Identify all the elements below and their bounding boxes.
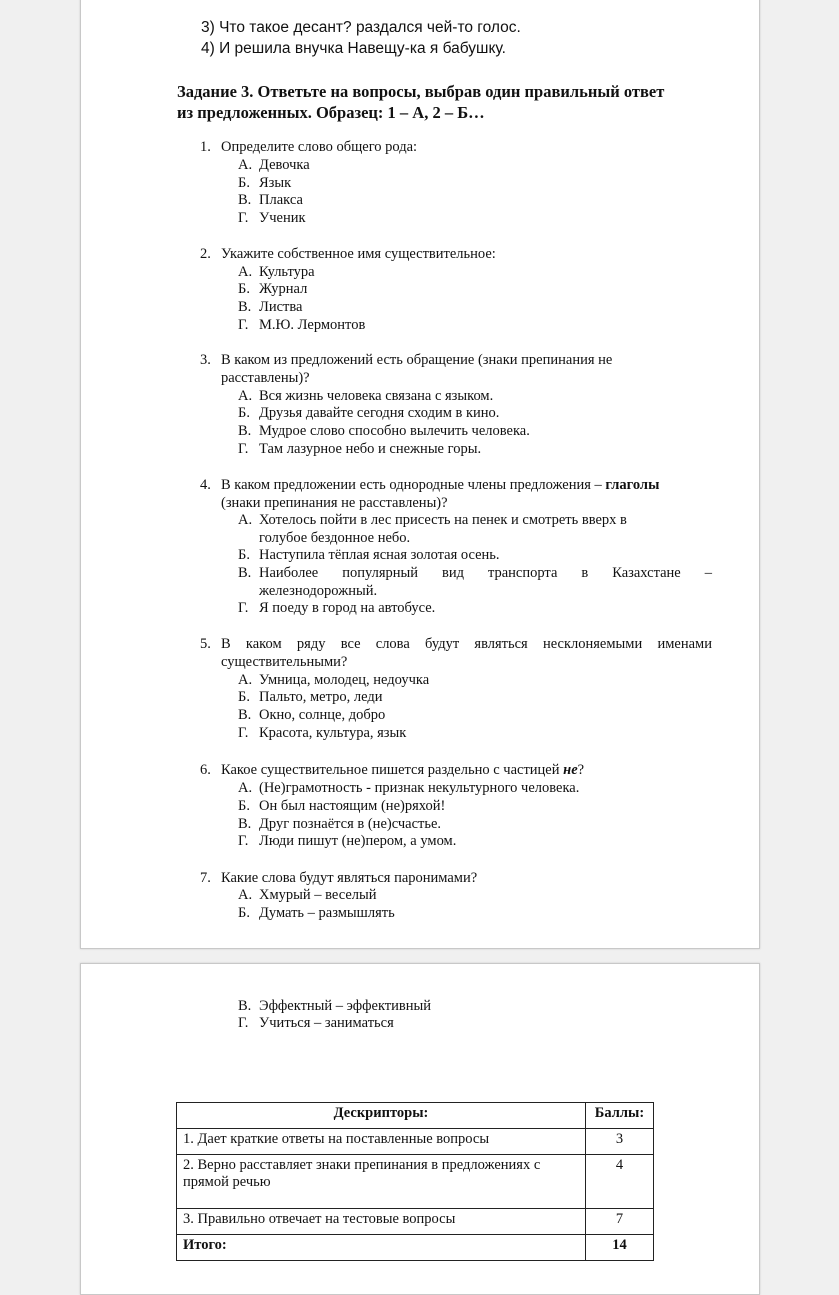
option-text: Умница, молодец, недоучка [259,672,430,688]
option-6d [238,833,698,851]
option-3a [238,388,678,406]
option-text: Эффектный – эффективный [259,998,432,1014]
option-text: Язык [259,175,292,191]
header-points: Баллы: [586,1103,654,1129]
word: все [340,636,361,652]
question-text: Укажите собственное имя существительное: [221,246,496,262]
option-letter: Б. [238,798,250,814]
option-text-line-1: Хотелось пойти в лес присесть на пенек и смотреть вверх в [259,512,627,528]
option-letter: Б. [238,689,250,705]
total-label: Итого: [177,1235,586,1261]
option-1b [238,175,658,193]
option-3c [238,423,678,441]
option-letter: Г. [238,833,249,849]
descriptor-line-2: прямой речью [183,1174,271,1190]
option-letter: А. [238,672,253,688]
word: слова [375,636,410,652]
option-text: (Не)грамотность - признак некультурного человека. [259,780,580,796]
option-letter: Б. [238,175,250,191]
option-text: Плакса [259,192,303,208]
option-text: Журнал [259,281,308,297]
question-number: 2. [200,246,211,262]
option-text: Друг познаётся в (не)счастье. [259,816,442,832]
word: Казахстане [612,565,681,581]
word: В [221,636,231,652]
option-text: Учиться – заниматься [259,1015,394,1031]
document-page-2 [80,963,760,1295]
option-letter: А. [238,157,253,173]
question-4 [200,477,720,513]
option-7c [238,998,658,1016]
option-text: М.Ю. Лермонтов [259,317,366,333]
option-text: Вся жизнь человека связана с языком. [259,388,494,404]
descriptor-line-1: 2. Верно расставляет знаки препинания в предложениях с [183,1157,541,1173]
option-letter: В. [238,565,252,581]
option-letter: А. [238,887,253,903]
question-text-line-1 [221,477,659,495]
word: транспорта [487,565,558,581]
option-letter: В. [238,423,252,439]
document-page-1 [80,0,760,949]
question-number: 3. [200,352,211,368]
option-text: Там лазурное небо и снежные горы. [259,441,482,457]
question-text-bold-italic: не [563,762,578,778]
word: ряду [296,636,326,652]
points-cell: 3 [586,1129,654,1155]
word: именами [657,636,712,652]
option-7a [238,887,658,905]
question-5 [200,636,712,672]
option-4d [238,600,738,618]
table-total-row [177,1235,654,1261]
question-text-line-2: расставлены)? [221,370,310,386]
option-letter: В. [238,192,252,208]
points-cell: 4 [586,1155,654,1209]
option-text: Думать – размышлять [259,905,395,921]
question-text: Какие слова будут являться паронимами? [221,870,478,886]
word: – [704,565,712,581]
question-text-end: ? [577,762,585,778]
descriptors-table [176,1102,654,1261]
question-text-plain: В каком предложении есть однородные члены предложения – [221,477,606,493]
question-text: Определите слово общего рода: [221,139,418,155]
option-text: Он был настоящим (не)ряхой! [259,798,446,814]
option-2b [238,281,658,299]
option-text: Наступила тёплая ясная золотая осень. [259,547,500,563]
option-text: Хмурый – веселый [259,887,377,903]
table-row [177,1129,654,1155]
descriptor-cell: 1. Дает краткие ответы на поставленные вопросы [177,1129,586,1155]
option-letter: А. [238,388,253,404]
option-text: Друзья давайте сегодня сходим в кино. [259,405,500,421]
option-7b [238,905,658,923]
option-letter: А. [238,780,253,796]
question-3 [200,352,720,388]
option-letter: Г. [238,1015,249,1031]
question-6 [200,762,720,780]
option-text: Ученик [259,210,306,226]
word: вид [442,565,464,581]
option-letter: В. [238,299,252,315]
option-text-line-2: голубое бездонное небо. [259,530,411,546]
question-2 [200,246,720,264]
question-number: 5. [200,636,211,652]
option-4c [238,565,738,601]
option-text: Девочка [259,157,310,173]
question-text-line-1: В каком из предложений есть обращение (знаки препинания не [221,352,613,368]
option-1c [238,192,658,210]
option-letter: Б. [238,547,250,563]
option-1d [238,210,658,228]
word: будут [425,636,460,652]
option-letter: Г. [238,600,249,616]
option-letter: Б. [238,405,250,421]
option-text: Мудрое слово способно вылечить человека. [259,423,530,439]
option-letter: Г. [238,441,249,457]
option-2c [238,299,658,317]
option-text-line-2: железнодорожный. [259,583,378,599]
word: каком [245,636,282,652]
word: Наиболее [259,565,319,581]
question-number: 6. [200,762,211,778]
option-letter: Г. [238,210,249,226]
question-number: 7. [200,870,211,886]
option-6b [238,798,698,816]
option-text: Люди пишут (не)пером, а умом. [259,833,457,849]
option-text: Красота, культура, язык [259,725,407,741]
option-text-line-1 [259,565,712,583]
option-5d [238,725,658,743]
table-row [177,1209,654,1235]
question-text-line-2: существительными? [221,654,348,670]
option-text: Культура [259,264,315,280]
option-7d [238,1015,658,1033]
table-header-row [177,1103,654,1129]
option-letter: В. [238,998,252,1014]
option-letter: Б. [238,281,250,297]
intro-line-4: 4) И решила внучка Навещу-ка я бабушку. [201,40,506,57]
option-text: Окно, солнце, добро [259,707,386,723]
option-letter: В. [238,816,252,832]
option-letter: А. [238,512,253,528]
option-5b [238,689,658,707]
option-letter: Г. [238,725,249,741]
word: популярный [342,565,419,581]
question-7 [200,870,720,888]
intro-line-3: 3) Что такое десант? раздался чей-то голос. [201,19,521,36]
question-text-line-1 [221,636,712,654]
option-6c [238,816,698,834]
option-text: Я поеду в город на автобусе. [259,600,436,616]
points-cell: 7 [586,1209,654,1235]
option-4a [238,512,738,548]
option-text: Пальто, метро, леди [259,689,383,705]
option-letter: Г. [238,317,249,333]
option-2a [238,264,658,282]
question-text-line-2: (знаки препинания не расставлены)? [221,495,448,511]
option-2d [238,317,658,335]
descriptor-cell: 3. Правильно отвечает на тестовые вопросы [177,1209,586,1235]
total-points: 14 [586,1235,654,1261]
option-3b [238,405,678,423]
word: в [581,565,589,581]
option-letter: В. [238,707,252,723]
option-5a [238,672,658,690]
table-row [177,1155,654,1209]
question-text-bold: глаголы [605,477,660,493]
word: несклоняемыми [542,636,643,652]
descriptor-cell [177,1155,586,1209]
option-3d [238,441,678,459]
option-5c [238,707,658,725]
option-text: Листва [259,299,303,315]
question-1 [200,139,720,157]
task-heading-line-2: из предложенных. Образец: 1 – А, 2 – Б… [177,103,485,122]
question-number: 4. [200,477,211,493]
task-heading-line-1: Задание 3. Ответьте на вопросы, выбрав один правильный ответ [177,82,665,101]
option-6a [238,780,698,798]
question-text [221,762,584,780]
question-text-plain: Какое существительное пишется раздельно с частицей [221,762,564,778]
word: являться [474,636,528,652]
option-4b [238,547,738,565]
question-number: 1. [200,139,211,155]
header-descriptors: Дескрипторы: [177,1103,586,1129]
option-letter: Б. [238,905,250,921]
option-letter: А. [238,264,253,280]
option-1a [238,157,658,175]
